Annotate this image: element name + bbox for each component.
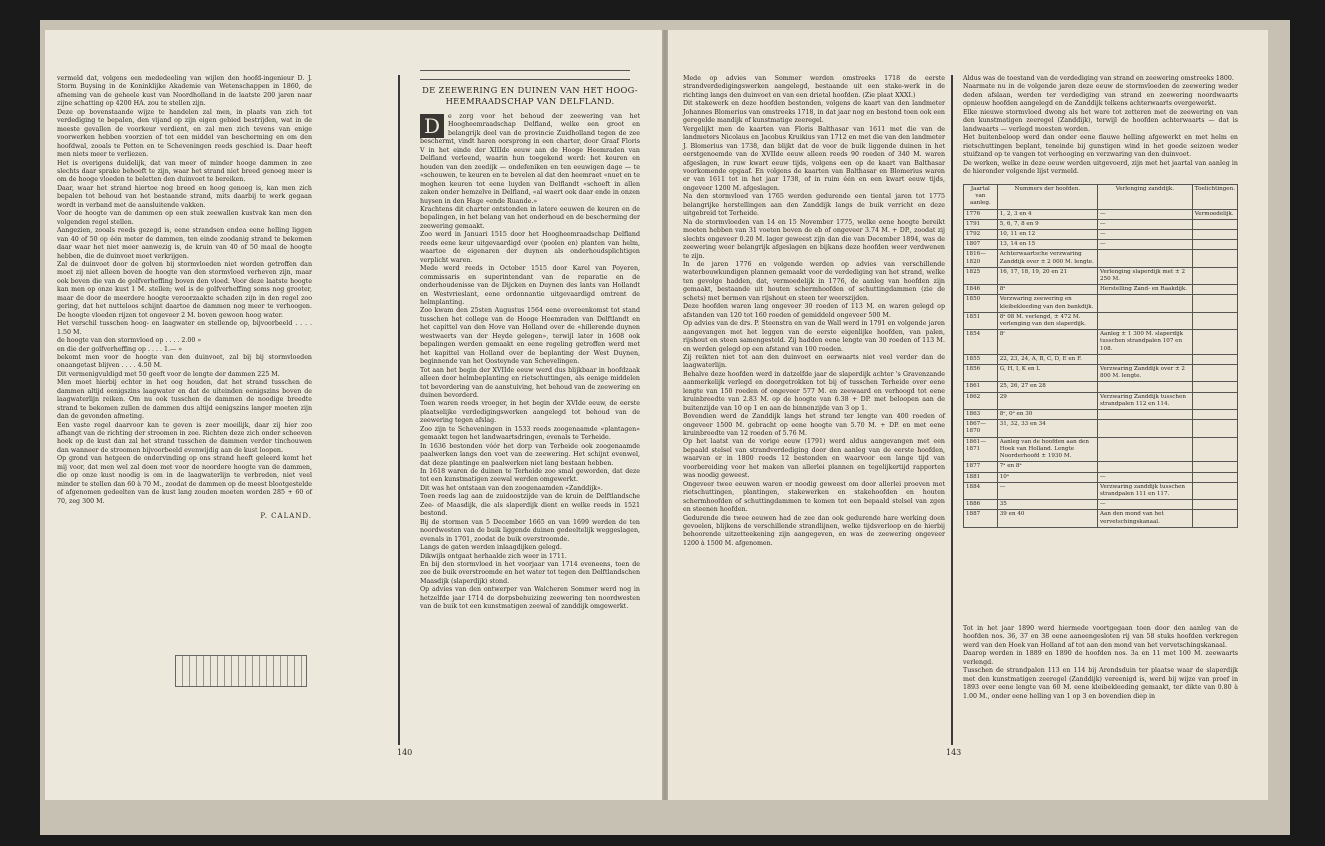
table-cell: 1886 bbox=[964, 500, 998, 510]
table-cell: 1816—1820 bbox=[964, 250, 998, 267]
table-cell: — bbox=[1098, 240, 1193, 250]
table-cell: Verzwaring zeewering en kleibekleeding van den bankdijk. bbox=[997, 295, 1097, 312]
table-cell: 1850 bbox=[964, 295, 998, 312]
paragraph: Bovendien werd de Zanddijk langs het strand ter lengte van 400 roeden of ongeveer 1500 M. gebracht op eene hoogte van 5.70 M. + DP. en met eene kruinbreedte van 12 roeden of 5.76 M. bbox=[683, 413, 945, 438]
paragraph: Tot aan het begin der XVIIde eeuw werd dus blijkbaar in hoofdzaak alleen door helmbeplanting en rietschuttingen, als eenige middelen tot bevordering van de aanstuiving, het behoud van de zeewering en duinen bevorderd. bbox=[420, 366, 640, 399]
table-cell: 7ᵃ en 8ᵃ bbox=[997, 462, 1097, 472]
table-cell bbox=[1192, 295, 1237, 312]
table-header: Nummers der hoofden. bbox=[997, 185, 1097, 210]
table-cell: 16, 17, 18, 19, 20 en 21 bbox=[997, 267, 1097, 284]
table-cell: 5, 6, 7, 8 en 9 bbox=[997, 219, 1097, 229]
paragraph: Op het laatst van de vorige eeuw (1791) werd aldus aangevangen met een bepaald stelsel van strandverdediging door den aanleg van de eerste hoofden, waarvan er in 1800 reeds 12 bestonden en waarvoor een lange tijd van voorbereiding voor het maken van allerlei plannen en tegelijkertijd rapporten was noodig geweest. bbox=[683, 438, 945, 480]
paragraph: Daarop werden in 1889 en 1890 de hoofden nos. 3a en 11 met 100 M. zeewaarts verlengd. bbox=[963, 650, 1238, 666]
table-cell bbox=[1098, 410, 1193, 420]
table-cell: 1825 bbox=[964, 267, 998, 284]
table-cell bbox=[1192, 462, 1237, 472]
table-row bbox=[964, 472, 1238, 482]
page-number: 140 bbox=[397, 748, 413, 757]
table-cell bbox=[1098, 295, 1193, 312]
table-row bbox=[964, 410, 1238, 420]
right-page-column-2 bbox=[963, 75, 1238, 176]
paragraph: Daar, waar het strand hiertoe nog breed en hoog genoeg is, kan men zich bepalen tot behoud van het bestaande strand, mits daarbij te werk gegaan wordt in verband met de aansluitende vakken. bbox=[57, 184, 312, 209]
table-header-row bbox=[964, 185, 1238, 210]
paragraph: In 1636 bestonden vóór het dorp van Terheide ook zoogenaamde paalwerken langs den voet van de zeewering. Het schijnt evenwel, dat deze plantinge en paalwerken niet lang bestaan hebben. bbox=[420, 442, 640, 467]
table-cell: 29 bbox=[997, 392, 1097, 409]
paragraph: en die der golfverheffing op . . . . 1.— » bbox=[57, 345, 183, 353]
paragraph: Aangezien, zooals reeds gezegd is, eene strandsen endea eene helling liggen van 40 of 50 op één meter de dammen, ten einde zoodanig strand te bekomen daar waar het niet meer aanwezig is, de kruin van 40 of 50 maal de hoogte hebben, die de duinvoet moet verkrijgen. bbox=[57, 227, 312, 260]
paragraph: Dikwijls ontgaat herhaalde zich weer in 1711. bbox=[420, 552, 567, 560]
paragraph: Langs de gaten werden inlaagdijken gelegd. bbox=[420, 544, 562, 552]
article-title bbox=[420, 85, 640, 107]
table-cell: 1884 bbox=[964, 482, 998, 499]
paragraph: Zoo kwam den 25sten Augustus 1564 eene overeenkomst tot stand tusschen het college van de Hooge Heemraden van Delftlandt en het capittel van den Hove van Holland over de «hillerende duynen westwaerts van der Heyde gelegen», terwijl later in 1608 ook bepalingen werden gemaakt en eene regeling getroffen werd met het kapittel van Holland over de beplanting der West Duynen, beginnende van het Oosteynde van Schevelingen. bbox=[420, 307, 640, 366]
table-cell: 1887 bbox=[964, 510, 998, 527]
paragraph: Het is overigens duidelijk, dat van meer of minder hooge dammen in zee slechts daar sprake behoeft te zijn, waar het strand niet breed genoeg meer is om de hooge vloeden te beletten den duinvoet te bereiken. bbox=[57, 159, 312, 184]
table-cell bbox=[1192, 437, 1237, 462]
table-cell bbox=[1192, 482, 1237, 499]
table-cell bbox=[1192, 365, 1237, 382]
table-cell bbox=[1192, 382, 1237, 392]
table-cell: Herstelling Zand- en Raakdijk. bbox=[1098, 285, 1193, 295]
paragraph: Naarmate nu in de volgende jaren deze eeuw de stormvloeden de zeewering weder deden afslaan, werden ter verdediging van strand en zeewering noordwaarts opnieuw hoofden aangelegd en de Zanddijk telkens achterwaarts overgewerkt. bbox=[963, 83, 1238, 108]
table-cell bbox=[1192, 500, 1237, 510]
table-cell bbox=[1192, 354, 1237, 364]
table-cell bbox=[1192, 312, 1237, 329]
table-row bbox=[964, 312, 1238, 329]
table-cell bbox=[1192, 219, 1237, 229]
table-cell bbox=[1192, 230, 1237, 240]
drop-capital: D bbox=[420, 114, 444, 138]
paragraph: Op grond van hetgeen de ondervinding op ons strand heeft geleerd komt het mij voor, dat men wel zal doen met voor de noordere hoogte van de dammen, die op onze kust noodig is om in de laagwaterlijn te verbreden, niet veel minder te stellen dan 60 à 70 M., zoodat de dammen op de meest blootgestelde of afgenomen gedeelten van de kust lang zouden moeten worden 285 + 60 of 70, zeg 300 M. bbox=[57, 455, 312, 505]
table-row bbox=[964, 230, 1238, 240]
table-cell: 1855 bbox=[964, 354, 998, 364]
table-cell bbox=[1098, 420, 1193, 437]
table-cell: 1856 bbox=[964, 365, 998, 382]
paragraph: Toen reeds lag aan de zuidoostzijde van de kruin de Delftlandsche Zee- of Maasdijk, die als slaperdijk dient en welke reeds in 1521 bestond. bbox=[420, 493, 640, 518]
table-row bbox=[964, 437, 1238, 462]
table-cell: 8ᶜ bbox=[997, 330, 1097, 355]
table-cell: — bbox=[1098, 209, 1193, 219]
paragraph: vermeld dat, volgens een mededeeling van wijlen den hoofd-ingenieur D. J. Storm Buysing in de Koninklijke Akademie van Wetenschappen in 1860, de afneming van de geheele kust van Noordholland in de laatste 200 jaren naar zijne schatting op 4200 HA. zou te stellen zijn. bbox=[57, 75, 312, 108]
paragraph: Krachtens dit charter ontstonden in latere eeuwen de keuren en de bepalingen, in het belang van het onderhoud en de bescherming der zeewering gemaakt. bbox=[420, 205, 640, 230]
left-page-column-1 bbox=[57, 75, 312, 521]
table-cell: 10, 11 en 12 bbox=[997, 230, 1097, 240]
paragraph: Na de stormvloeden van 14 en 15 November 1775, welke eene hoogte bereikt moeten hebben van 31 voeten boven de eb of ongeveer 3.74 M. + DP., zoodat zij slechts ongeveer 0.20 M. lager geweest zijn dan die van December 1894, was de zeewering weer belangrijk afgeslagen en bijkans deze hoofden weer verdwenen te zijn. bbox=[683, 218, 945, 260]
table-cell: Vermoedelijk. bbox=[1192, 209, 1237, 219]
table-cell: 1861—1871 bbox=[964, 437, 998, 462]
paragraph: Voor de hoogte van de dammen op een stuk zeewallen kustvak kan men den volgenden regel stellen. bbox=[57, 210, 312, 226]
table-cell bbox=[1098, 382, 1193, 392]
paragraph: Behalve deze hoofden werd in datzelfde jaar de slaperdijk achter 's Gravenzande aanmerkelijk verlegd en doorgetrokken tot bij of tusschen Terheide over eene lengte van 150 roeden of ongeveer 577 M. en zeewaard en verhoogd tot eene kruinbreedte van 2.83 M. op de hoogte van 6.38 + DP. met beloopen aan de buitenzijde van 10 op 1 en aan de binnenzijde van 3 op 1. bbox=[683, 370, 945, 412]
paragraph: Deze op bovenstaande wijze te handelen zal men, in plaats van zich tot verdediging te bepalen, den vijand op zijn eigen gebied bestrijden, wat in de meeste gevallen de voorkeur verdient, en zal men zich tevens van enige voorwerken hebben voorzien of tot een middel van bescherming en om den hoofdwal, zooals te Petten en te Scheveningen reeds geschied is. Daar heeft men niets meer te verliezen. bbox=[57, 108, 312, 159]
headpiece-ornament bbox=[420, 70, 630, 80]
paragraph: In de jaren 1776 en volgende werden op advies van verschillende waterbouwkundigen plannen gemaakt voor de verdediging van het strand, welke ten gevolge hadden, dat, vermoedelijk in 1776, de aanleg van hoofden zijn gemaakt, bestaande uit houten schermhoofden of schuttingdammen (zie de schets) met bermen van rijshout en steen ter weerszijden. bbox=[683, 260, 945, 302]
table-cell: 22, 23, 24, A, B, C, D, E en F. bbox=[997, 354, 1097, 364]
paragraph: Zal de duinvoet door de golven bij stormvloeden niet worden getroffen dan moet zij niet alleen boven de hoogte van den stormvloed verheven zijn, maar ook boven die van de golfverheffing boven den vloed. Voor deze laatste hoogte kan men op onze kust 1 M. stellen; wel is de golfverheffing soms nog grooter, maar de door de meerdere hoogte veroorzaakte schaden zijn in den regel zoo gering, dat het nutteloos schijnt daartoe de dammen nog meer te verhoogen. De hoogte vloeden rijzen tot ongeveer 2 M. boven gewoon hoog water. bbox=[57, 260, 312, 319]
table-cell: 1791 bbox=[964, 219, 998, 229]
table-cell bbox=[1098, 250, 1193, 267]
table-cell: 1776 bbox=[964, 209, 998, 219]
table-row bbox=[964, 267, 1238, 284]
table-cell: — bbox=[997, 482, 1097, 499]
table-cell: — bbox=[1098, 472, 1193, 482]
table-row bbox=[964, 330, 1238, 355]
table-cell bbox=[1192, 240, 1237, 250]
paragraph: de hoogte van den stormvloed op . . . . 2.00 » bbox=[57, 337, 202, 345]
table-row bbox=[964, 482, 1238, 499]
table-cell: Achterwaartsche verzwaring Zanddijk over ± 2 000 M. lengte. bbox=[997, 250, 1097, 267]
table-cell bbox=[1192, 410, 1237, 420]
table-cell: Aanleg van de hoofden aan den Hoek van Holland. Lengte Noorderhoofd ± 1930 M. bbox=[997, 437, 1097, 462]
table-cell bbox=[1192, 285, 1237, 295]
table-cell: — bbox=[1098, 230, 1193, 240]
table-cell: 31, 32, 33 en 34 bbox=[997, 420, 1097, 437]
paragraph: De werken, welke in deze eeuw werden uitgevoerd, zijn met het jaartal van aanleg in de hieronder volgende lijst vermeld. bbox=[963, 159, 1238, 175]
paragraph: Het verschil tusschen hoog- en laagwater en stellende op, bijvoorbeeld . . . . 1.50 M. bbox=[57, 320, 312, 336]
table-header: Toelichtingen. bbox=[1192, 185, 1237, 210]
table-cell: Verzwaring zanddijk tusschen strandpalen 111 en 117. bbox=[1098, 482, 1193, 499]
article-author: P. CALAND. bbox=[260, 512, 312, 521]
paragraph: bekomt men voor de hoogte van den duinvoet, zal bij bij stormvloeden onaangetast blijven . . . . 4.50 M. bbox=[57, 353, 312, 370]
paragraph: Zij reikten niet tot aan den duinvoet en eerwaarts niet veel verder dan de laagwaterlijn. bbox=[683, 353, 945, 370]
paragraph: Deze hoofden waren lang ongeveer 30 roeden of 113 M. en waren gelegd op afstanden van 120 tot 160 roeden of gemiddeld ongeveer 500 M. bbox=[683, 303, 945, 319]
column-rule bbox=[398, 75, 400, 745]
table-cell: 8ᵉ, 0ᵃ en 30 bbox=[997, 410, 1097, 420]
paragraph: Na den stormvloed van 1765 werden gedurende een tiental jaren tot 1775 belangrijke herstellingen aan den Zanddijk langs de buik verricht en deze uitgebreid tot Terheide. bbox=[683, 193, 945, 218]
paragraph: Op advies van de drs. P. Steenstra en van de Wall werd in 1791 en volgende jaren aangevangen met het leggen van de eerste eigenlijke hoofden, van palen, rijshout en steen samengesteld. Zij hadden eene lengte van 30 roeden of 113 M. en werden gelegd op een afstand van 100 roeden. bbox=[683, 320, 945, 353]
paragraph: Vergelijkt men de kaarten van Floris Balthasar van 1611 met die van de landmeters Nicolaus en Jacobus Kruikius van 1712 en met die van den landmeter J. Blomerius van 1738, dan blijkt dat de voor de buik liggende duinen in het eerstgenoemde van de XVIIde eeuw alleen reeds 90 roeden of 340 M. waren afgeslagen, in ruw kwart eeuw tijds, volgens een op de kaart van Balthasar voorkomende opgaaf. En volgens de kaarten van Balthasar en Blomerius waren er van 1611 tot in het jaar 1738, of in ruim één en een kwart eeuw tijds, ongeveer 1200 M. afgeslagen. bbox=[683, 125, 945, 192]
table-row bbox=[964, 510, 1238, 527]
table-row bbox=[964, 240, 1238, 250]
right-page-column-1 bbox=[683, 75, 945, 548]
paragraph: Zoo werd in Januari 1515 door het Hoogheemraadschap Delfland reeds eene keur uitgevaardigd over (poolen en) planten van helm, waartoe de eigenaren der duynen als onderhoudsplichtigen verplicht waren. bbox=[420, 231, 640, 264]
table-cell: 13, 14 en 15 bbox=[997, 240, 1097, 250]
table-cell: G, H, I, K en L bbox=[997, 365, 1097, 382]
table-cell: 1846 bbox=[964, 285, 998, 295]
table-row bbox=[964, 392, 1238, 409]
paragraph: Zoo zijn te Scheveningen in 1533 reeds zoogenaamde «plantagen» gemaakt tegen het landwaartsdringen, evenals te Terheide. bbox=[420, 425, 640, 442]
table-cell: 1792 bbox=[964, 230, 998, 240]
table-cell: Verzwaring Zanddijk over ± 2 800 M. lengte. bbox=[1098, 365, 1193, 382]
table-cell: Aan den mond van het vervetschingskanaal. bbox=[1098, 510, 1193, 527]
paragraph: Ongeveer twee eeuwen waren er noodig geweest om door allerlei proeven met rietschuttingen, plantingen, stakewerken en stakehoofden en houten schermhoofden of schuttingdammen te komen tot een bepaald stelsel van zgen en steenen hoofden. bbox=[683, 480, 945, 514]
table-cell: 1807 bbox=[964, 240, 998, 250]
table-row bbox=[964, 462, 1238, 472]
table-cell bbox=[1098, 437, 1193, 462]
paragraph: Dit vermenigvuldigd met 50 geeft voor de lengte der dammen 225 M. bbox=[57, 370, 280, 378]
table-header: Jaartal van aanleg. bbox=[964, 185, 998, 210]
table-cell: 25, 26, 27 en 28 bbox=[997, 382, 1097, 392]
table-header: Verlenging zanddijk. bbox=[1098, 185, 1193, 210]
table-row bbox=[964, 209, 1238, 219]
table-row bbox=[964, 500, 1238, 510]
table-cell: Verlenging slaperdijk met ± 2 250 M. bbox=[1098, 267, 1193, 284]
paragraph: Mede op advies van Sommer werden omstreeks 1718 de eerste strandverdedigingswerken aangelegd, bestaande uit een stake-werk in de richting langs den duinvoet en van een drietal hoofden. (Zie plaat XXXI.) bbox=[683, 75, 945, 99]
table-cell: 10ᵃ bbox=[997, 472, 1097, 482]
table-cell bbox=[1098, 462, 1193, 472]
table-cell: 1881 bbox=[964, 472, 998, 482]
table-cell: 1877 bbox=[964, 462, 998, 472]
table-cell bbox=[1192, 267, 1237, 284]
table-cell bbox=[1192, 472, 1237, 482]
paragraph: Het buitenbeloop werd dan onder eene flauwe helling afgewerkt en met helm en rietschuttingen beplant, teneinde bij gunstigen wind in het goede seizoen weder stuifzand op te vangen tot verhooging en verzwaring van den duinvoet. bbox=[963, 134, 1238, 159]
table-cell: 35 bbox=[997, 500, 1097, 510]
table-row bbox=[964, 365, 1238, 382]
table-cell bbox=[1192, 330, 1237, 355]
table-row bbox=[964, 219, 1238, 229]
works-table bbox=[963, 184, 1238, 528]
table-row bbox=[964, 285, 1238, 295]
table-row bbox=[964, 295, 1238, 312]
table-cell: Aanleg ± 1 300 M. slaperdijk tusschen strandpalen 107 en 108. bbox=[1098, 330, 1193, 355]
table-cell: 1863 bbox=[964, 410, 998, 420]
paragraph: In 1618 waren de duinen te Terheide zoo smal geworden, dat deze tot een kunstmatigen zeewal werden omgewerkt. bbox=[420, 468, 640, 484]
left-page bbox=[45, 30, 662, 800]
works-table-wrapper bbox=[963, 184, 1238, 528]
paragraph: Een vaste regel daarvoor kan te geven is zeer moeilijk, daar zij hier zoo afhangt van de richting der stroomen in zee. Richten deze zich onder scheeven hoek op de kust dan zal het strand tusschen de dammen verder tinchouwen dan wanneer de stroomen bijvoorbeeld evenwijdig aan de kust loopen. bbox=[57, 421, 312, 454]
right-page bbox=[668, 30, 1268, 800]
table-row bbox=[964, 354, 1238, 364]
table-cell: 1854 bbox=[964, 330, 998, 355]
article-title-line: HEEMRAADSCHAP VAN DELFLAND. bbox=[445, 96, 615, 106]
table-cell: 1862 bbox=[964, 392, 998, 409]
table-row bbox=[964, 250, 1238, 267]
paragraph: Aldus was de toestand van de verdediging van strand en zeewering omstreeks 1800. bbox=[963, 75, 1234, 82]
paragraph: En bij den stormvloed in het voorjaar van 1714 eveneens, toen de zee de buik overstroomde en het water tot tegen den Delftlandschen Maasdijk (slaperdijk) stond. bbox=[420, 561, 640, 585]
page-number: 143 bbox=[946, 748, 962, 757]
paragraph: Op advies van den ontwerper van Walcheren Sommer werd nog in hetzelfde jaar 1714 de dorpsbehuizing zeewering ten noordwesten van de buik tot een kunstmatigen zeewal of zanddijk omgewerkt. bbox=[420, 586, 640, 611]
paragraph: Dit was het ontstaan van den zoogenaamden «Zanddijk». bbox=[420, 484, 603, 492]
table-row bbox=[964, 382, 1238, 392]
paragraph: e zorg voor het behoud der zeewering van het Hoogheemraadschap Delfland, welke een groot en belangrijk deel van de provincie Zuidholland tegen de zee beschermt, vindt haren oorsprong in een charter, door Graaf Floris V in het einde der XIIIde eeuw aan de Hooge Heemraden van Delfland verleend, waarin hun toegekend werd: het keuren en houden van den zeedijk — ondefeniken en ten eeuwigen dage — te «schouwen, te keuren en te bevelen al dat den heemraet «nuet en te moghen keuren tot eene luyden van Delflandt «schoeft in allen zaken onder hemzelve in Delfland, «al waert ook daar ende in onzen huysen in den Hage «ende Ruande.» bbox=[420, 113, 640, 205]
paragraph: Tot in het jaar 1890 werd hiermede voortgegaan toen door den aanleg van de hoofden nos. 36, 37 en 38 eene aaneengesloten rij van 58 stuks hoofden verkregen werd van den Hoek van Holland af tot aan den mond van het vervetschingskanaal. bbox=[963, 625, 1238, 649]
table-cell: 1, 2, 3 en 4 bbox=[997, 209, 1097, 219]
table-cell: — bbox=[1098, 500, 1193, 510]
table-row bbox=[964, 420, 1238, 437]
table-cell bbox=[1098, 354, 1193, 364]
table-cell bbox=[1192, 250, 1237, 267]
table-cell: 8ᵃ bbox=[997, 285, 1097, 295]
article-title-line: DE ZEEWERING EN DUINEN VAN HET HOOG- bbox=[422, 85, 638, 95]
paragraph: Tusschen de strandpalen 113 en 114 bij Arendsduin ter plaatse waar de slaperdijk met den kunstmatigen zeeregel (Zanddijk) vereenigd is, werd bij wijze van proef in 1893 over eene lengte van 60 M. eene kleibekleeding gemaakt, ter dikte van 0.80 à 1.00 M., onder eene helling van 1 op 3 en bovendien diep in bbox=[963, 667, 1238, 700]
table-cell: 8ᵃ 08 M. verlengd, ± 472 M. verlenging van den slaperdijk. bbox=[997, 312, 1097, 329]
paragraph: Mede werd reeds in October 1515 door Karel van Poyeren, commissaris en superintendant van de reparatie en de onderhoudenisse van de Dijcken en Duynen des lants van Hollandt en Westvrieslant, eene ordonnantie uitgevaardigd omtrent de helmplanting. bbox=[420, 265, 640, 306]
tailpiece-ornament bbox=[175, 655, 307, 687]
table-cell bbox=[1192, 392, 1237, 409]
table-cell: Verzwaring Zanddijk tusschen strandpalen 112 en 114. bbox=[1098, 392, 1193, 409]
column-rule bbox=[951, 75, 953, 745]
table-cell: 1861 bbox=[964, 382, 998, 392]
table-cell bbox=[1098, 312, 1193, 329]
table-cell bbox=[1192, 420, 1237, 437]
paragraph: Toen waren reeds vroeger, in het begin der XVIde eeuw, de eerste plaatselijke verdedigingswerken aangelegd tot behoud van de zeewering tegen afslag. bbox=[420, 400, 640, 425]
paragraph: Dit stakewerk en deze hoofden bestonden, volgens de kaart van den landmeter Johannes Blomerius van omstreeks 1718, in dat jaar nog en bestond toen ook een geregelde mandijk of kunstmatige zeeregel. bbox=[683, 100, 945, 125]
table-cell bbox=[1192, 510, 1237, 527]
table-cell: — bbox=[1098, 219, 1193, 229]
paragraph: Men moet hierbij echter in het oog houden, dat het strand tusschen de dammen altijd eenigszins laagwater en dat de uiteinden eenigszins boven de laagwaterlijn reiken. Om nu ook tusschen de dammen de noodige breedte strand te bekomen zullen de dammen dus altijd eenigszins langer moeten zijn dan de gevonden afmeting. bbox=[57, 379, 312, 421]
table-cell: 1851 bbox=[964, 312, 998, 329]
table-cell: 39 en 40 bbox=[997, 510, 1097, 527]
right-page-column-2-continued bbox=[963, 625, 1238, 701]
paragraph: Gedurende die twee eeuwen had de zee dan ook gedurende hare werking doen gevoelen, blijkens de verschillende strandlijnen, welke tijdsverloop en de hierbij behoorende uitzetteekening zijn aangegeven, en was de zeewering ongeveer 1200 à 1500 M. afgenomen. bbox=[683, 514, 945, 547]
paragraph: Elke nieuwe stormvloed dwong als het ware tot zetteren met de zeewering en van den kunstmatigen zeeregel (Zanddijk), terwijl de hoofden achterwaarts — dat is landwaarts — verlegd moesten worden. bbox=[963, 108, 1238, 133]
paragraph: Bij de stormen van 5 December 1665 en van 1699 werden de ten noordwesten van de buik liggende duinen gedeeltelijk weggeslagen, evenals in 1701, zoodat de buik overstroomde. bbox=[420, 518, 640, 543]
table-cell: 1867—1870 bbox=[964, 420, 998, 437]
left-page-column-2 bbox=[420, 85, 640, 612]
